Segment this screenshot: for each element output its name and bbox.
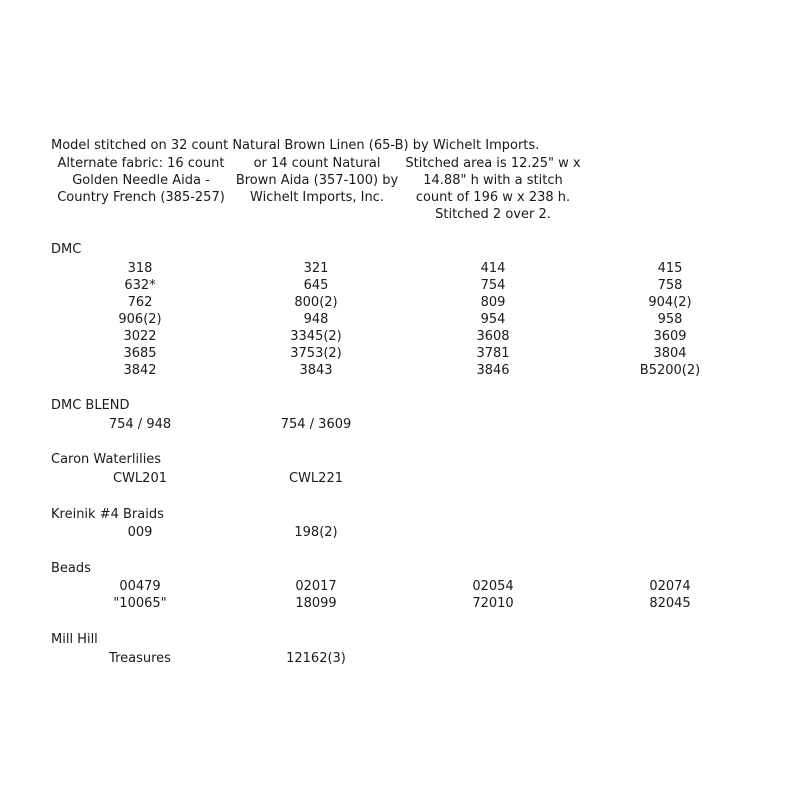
section-heading-kreinik-braids: Kreinik #4 Braids <box>51 507 164 522</box>
list-row <box>50 311 760 328</box>
section-heading-dmc-blend: DMC BLEND <box>51 398 130 413</box>
list-row <box>50 345 760 362</box>
section-grid-dmc-blend <box>50 416 760 433</box>
list-item: 198(2) <box>294 525 338 540</box>
alternate-fabric-note: Alternate fabric: 16 count Golden Needle Aida - Country French (385-257) <box>57 156 225 205</box>
section-heading-mill-hill: Mill Hill <box>51 632 98 647</box>
list-item: 3609 <box>653 329 687 344</box>
list-row <box>50 650 760 667</box>
alternate-fabric-note-continued: or 14 count Natural Brown Aida (357-100) by Wichelt Imports, Inc. <box>235 156 399 205</box>
section-grid-caron-waterlilies <box>50 470 760 487</box>
list-item: 904(2) <box>648 295 692 310</box>
list-item: 3753(2) <box>290 346 342 361</box>
list-row <box>50 277 760 294</box>
list-item: 3804 <box>653 346 687 361</box>
list-item: 3781 <box>476 346 510 361</box>
list-item: 18099 <box>295 596 337 611</box>
list-item: 3843 <box>299 363 333 378</box>
section-grid-kreinik-braids <box>50 524 760 541</box>
list-item: Treasures <box>109 651 171 666</box>
list-item: CWL221 <box>289 471 343 486</box>
model-fabric-line: Model stitched on 32 count Natural Brown Linen (65-B) by Wichelt Imports. <box>51 138 540 153</box>
list-item: 754 / 3609 <box>280 417 352 432</box>
list-item: "10065" <box>113 596 167 611</box>
list-row <box>50 416 760 433</box>
section-grid-beads <box>50 578 760 612</box>
list-item: 72010 <box>472 596 514 611</box>
list-item: 3842 <box>123 363 157 378</box>
list-row <box>50 595 760 612</box>
list-item: 02054 <box>472 579 514 594</box>
list-item: 02017 <box>295 579 337 594</box>
list-item: 414 <box>480 261 506 276</box>
list-item: 906(2) <box>118 312 162 327</box>
list-row <box>50 524 760 541</box>
list-item: 958 <box>657 312 683 327</box>
list-item: 645 <box>303 278 329 293</box>
section-heading-beads: Beads <box>51 561 91 576</box>
list-item: 758 <box>657 278 683 293</box>
list-item: 318 <box>127 261 153 276</box>
list-row <box>50 362 760 379</box>
section-grid-mill-hill <box>50 650 760 667</box>
stitched-area-note: Stitched area is 12.25" w x 14.88" h with a stitch count of 196 w x 238 h. Stitched 2 over 2. <box>405 156 581 222</box>
list-item: 02074 <box>649 579 691 594</box>
section-grid-dmc <box>50 260 760 379</box>
list-row <box>50 470 760 487</box>
list-item: 321 <box>303 261 329 276</box>
list-item: 00479 <box>119 579 161 594</box>
list-item: 954 <box>480 312 506 327</box>
list-item: 3608 <box>476 329 510 344</box>
list-item: 948 <box>303 312 329 327</box>
list-row <box>50 328 760 345</box>
list-row <box>50 294 760 311</box>
list-item: 632* <box>124 278 156 293</box>
list-item: 3846 <box>476 363 510 378</box>
list-item: 754 / 948 <box>108 417 172 432</box>
list-item: 754 <box>480 278 506 293</box>
list-item: 009 <box>127 525 153 540</box>
list-item: 12162(3) <box>286 651 346 666</box>
list-item: 3685 <box>123 346 157 361</box>
list-row <box>50 260 760 277</box>
list-item: CWL201 <box>113 471 167 486</box>
list-item: 415 <box>657 261 683 276</box>
section-heading-dmc: DMC <box>51 242 82 257</box>
section-heading-caron-waterlilies: Caron Waterlilies <box>51 452 162 467</box>
list-row <box>50 578 760 595</box>
list-item: 762 <box>127 295 153 310</box>
list-item: B5200(2) <box>639 363 701 378</box>
list-item: 800(2) <box>294 295 338 310</box>
list-item: 3345(2) <box>290 329 342 344</box>
list-item: 809 <box>480 295 506 310</box>
list-item: 82045 <box>649 596 691 611</box>
list-item: 3022 <box>123 329 157 344</box>
